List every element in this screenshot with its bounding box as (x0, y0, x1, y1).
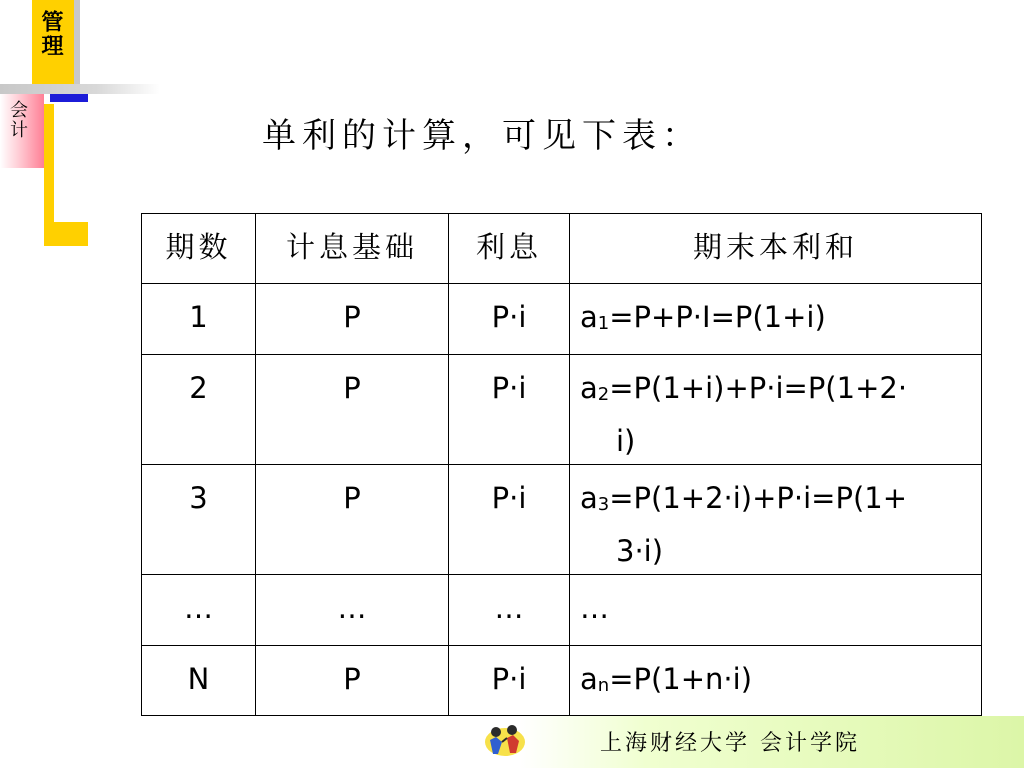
table-row (142, 575, 982, 646)
cell-base: P (256, 284, 449, 355)
cell-sum: $a_2=P(1+i)+P\cdot i=P(1+2\cdot$ i) (570, 355, 982, 465)
cell-base: … (256, 575, 449, 646)
header-period: 期数 (142, 214, 256, 284)
table-row (142, 284, 982, 355)
table-row (142, 646, 982, 716)
yellow-accent-bottom (44, 222, 88, 246)
cell-period: N (142, 646, 256, 716)
table-row (142, 355, 982, 465)
table-row (142, 465, 982, 575)
people-icon (482, 720, 528, 760)
header-interest: 利息 (449, 214, 570, 284)
cell-base: P (256, 465, 449, 575)
cell-sum: … (570, 575, 982, 646)
sidebar-tag-accounting: 会计 (7, 100, 28, 140)
sidebar-tag-management: 管理 (38, 10, 64, 58)
cell-interest: P·i (449, 465, 570, 575)
footer-institution: 上海财经大学 会计学院 (600, 731, 860, 756)
cell-sum: $a_3=P(1+2\cdot i)+P\cdot i=P(1+$ 3·i) (570, 465, 982, 575)
slide-title: 单利的计算，可见下表： (262, 116, 702, 156)
gray-divider-vertical (74, 0, 80, 96)
cell-interest: P·i (449, 355, 570, 465)
gray-divider-horizontal (0, 84, 160, 94)
simple-interest-table (141, 213, 982, 716)
header-sum: 期末本利和 (570, 214, 982, 284)
cell-base: P (256, 646, 449, 716)
cell-period: 1 (142, 284, 256, 355)
cell-interest: P·i (449, 646, 570, 716)
cell-interest: … (449, 575, 570, 646)
table-header-row (142, 214, 982, 284)
cell-period: 3 (142, 465, 256, 575)
cell-base: P (256, 355, 449, 465)
cell-sum: $a_n=P(1+n\cdot i)$ (570, 646, 982, 716)
cell-interest: P·i (449, 284, 570, 355)
cell-sum: $a_1=P+P\cdot I=P(1+i)$ (570, 284, 982, 355)
header-base: 计息基础 (256, 214, 449, 284)
cell-period: … (142, 575, 256, 646)
cell-period: 2 (142, 355, 256, 465)
blue-accent-bar (50, 94, 88, 102)
